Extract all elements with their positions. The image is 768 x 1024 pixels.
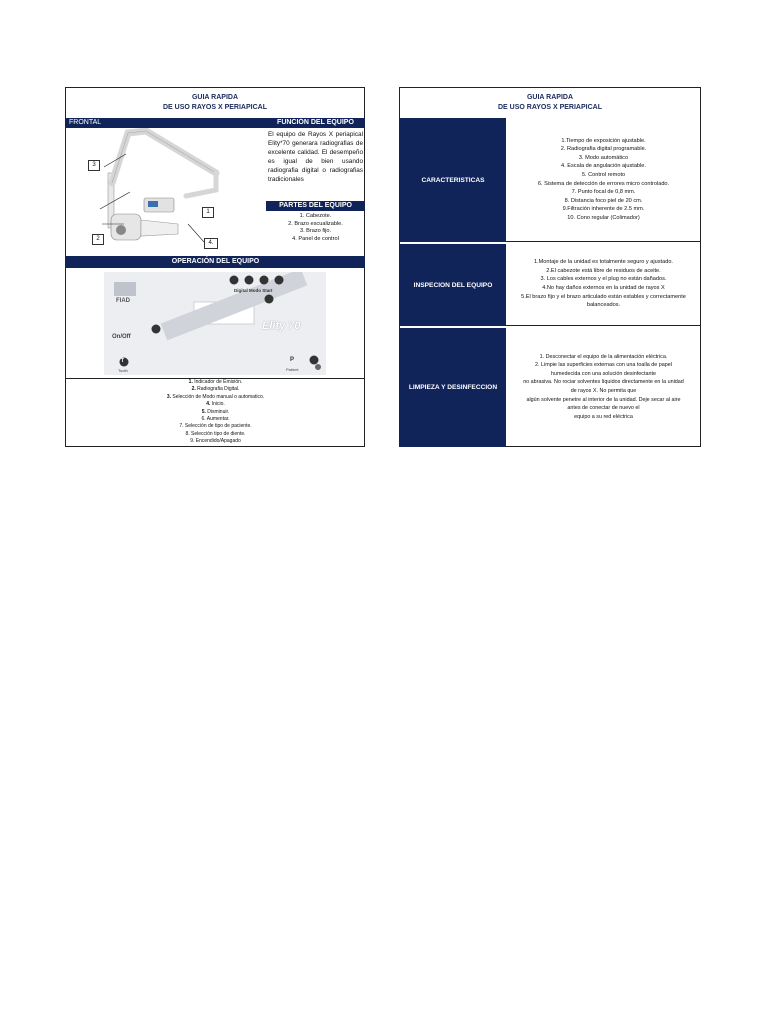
partes-item: 3. Brazo fijo.	[299, 228, 332, 235]
frontal-header: FRONTAL	[66, 118, 266, 128]
right-title-line2: DE USO RAYOS X PERIAPICAL	[498, 104, 602, 111]
funcion-header: FUNCIÓN DEL EQUIPO	[266, 118, 365, 128]
inspeccion-text: 1.Montaje de la unidad es totalmente seguro y ajustado. 2.El cabezote está libre de residuos de aceite. 3. Los cables externos y el plug no están dañados. 4.No hay daños externos en la unidad de rayos X 5.El brazo fijo y el brazo articulado están estables y correctamente balanceados.	[506, 243, 701, 326]
legend-item: 8. Selecciòn tipo de diente.	[185, 430, 246, 437]
legend-item: 6. Aumentar.	[201, 416, 230, 423]
partes-header: PARTES DEL EQUIPO	[266, 201, 365, 211]
callout-4: 4.	[204, 238, 218, 249]
tooth-label: Tooth	[118, 368, 128, 373]
modes-label: Digital Modo Start	[234, 288, 273, 293]
fiad-logo: FIAD	[116, 298, 130, 304]
operacion-header: OPERACIÓN DEL EQUIPO	[66, 256, 365, 268]
limpieza-label: LIMPIEZA Y DESINFECCION	[400, 328, 506, 447]
legend-item: 2. Radiografia Digital.	[191, 386, 240, 393]
callout-1: 2	[92, 234, 104, 245]
control-panel-image	[104, 272, 326, 375]
legend-item: 7. Selección de tipo de paciente.	[179, 423, 252, 430]
right-title-line1: GUIA RAPIDA	[526, 94, 574, 101]
onoff-label: On/Off	[112, 334, 131, 340]
partes-item: 2. Brazo escualizable.	[288, 220, 343, 227]
key-p: P	[290, 357, 295, 363]
caracteristicas-label: CARACTERISTICAS	[400, 118, 506, 242]
patient-label: Patient	[286, 367, 299, 372]
left-guide-sheet	[65, 87, 365, 447]
legend-item: 4. Inicio.	[206, 401, 225, 408]
legend-item: 1. Indicador de Emisión.	[188, 379, 243, 385]
callout-3: 1	[202, 207, 214, 218]
partes-list	[266, 213, 365, 243]
key-t: T	[121, 358, 125, 364]
limpieza-text: 1. Desconectar el equipo de la alimentación eléctrica. 2. Limpie las superficies externas con una toalla de papel humedecida con una solución desinfectante no abrasiva. No rociar solventes líquidos directamente en la unidad de rayos X. No permita que algún solvente penetre al interior de la unidad. Deje secar al aire antes de conectar de nuevo el equipo a su red eléctrica	[523, 353, 684, 420]
legend-item: 9. Encendido/Apagado	[190, 438, 241, 445]
left-title-line2: DE USO RAYOS X PERIAPICAL	[163, 104, 267, 111]
legend-item: 3. Selección de Modo manual o automatico.	[166, 393, 265, 400]
funcion-text: El equipo de Rayos X periapical Elity*70 generara radiografias de excelente calidad. El desempeño es igual de bien usando radiografia digital o radiografias tradicionales	[268, 131, 363, 183]
legend-item: 5. Disminuir.	[201, 408, 230, 415]
partes-item: 4. Panel de control	[292, 235, 339, 242]
inspeccion-label: INSPECION DEL EQUIPO	[400, 244, 506, 326]
caracteristicas-text: 1.Tiempo de exposición ajustable. 2. Radiografia digital programable. 3. Modo automático 4. Escala de angulación ajustable. 5. Control remoto 6. Sistema de detección de errores micro controlado. 7. Punto focal de 0,8 mm. 8. Distancia foco piel de 20 cm. 9.Filtración inherente de 2.5 mm. 10. Cono regular (Colimador)	[506, 118, 701, 242]
right-guide-sheet	[399, 87, 701, 447]
callout-2: 3	[88, 160, 100, 171]
left-title-line1: GUIA RAPIDA	[191, 94, 239, 101]
model-label: Elity 70	[262, 320, 301, 332]
partes-item: 1. Cabezote.	[299, 213, 332, 219]
operation-legend	[66, 379, 365, 446]
